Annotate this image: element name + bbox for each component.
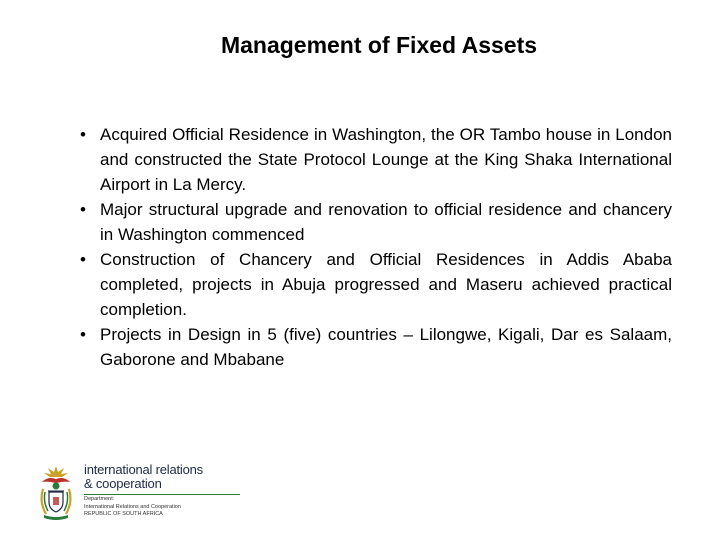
logo-line-2: & cooperation: [84, 476, 162, 491]
bullet-item: [80, 122, 672, 197]
bullet-marker: •: [80, 200, 86, 219]
bullet-text: Construction of Chancery and Official Residences in Addis Ababa completed, projects in Abuja progressed and Maseru achieved practical completion.: [100, 250, 672, 319]
slide-title: Management of Fixed Assets: [220, 32, 538, 58]
logo-department-label: Department:: [84, 496, 115, 502]
coat-of-arms-icon: [34, 462, 78, 522]
bullet-marker: •: [80, 325, 86, 344]
logo-country: REPUBLIC OF SOUTH AFRICA: [84, 511, 163, 517]
bullet-marker: •: [80, 125, 86, 144]
bullet-marker: •: [80, 250, 86, 269]
bullet-text: Projects in Design in 5 (five) countries – Lilongwe, Kigali, Dar es Salaam, Gaborone and Mbabane: [100, 325, 672, 369]
bullet-item: [80, 322, 672, 372]
logo-text-block: [84, 463, 244, 518]
logo-divider: [84, 494, 240, 495]
bullet-item: [80, 247, 672, 322]
bullet-text: Acquired Official Residence in Washington, the OR Tambo house in London and constructed the State Protocol Lounge at the King Shaka International Airport in La Mercy.: [100, 125, 672, 194]
logo-line-1: international relations: [84, 462, 203, 477]
bullet-list: [80, 122, 672, 372]
bullet-item: [80, 197, 672, 247]
logo-department-name: International Relations and Cooperation: [84, 503, 181, 510]
bullet-text: Major structural upgrade and renovation to official residence and chancery in Washington commenced: [100, 200, 672, 244]
dirco-logo: [34, 462, 224, 522]
